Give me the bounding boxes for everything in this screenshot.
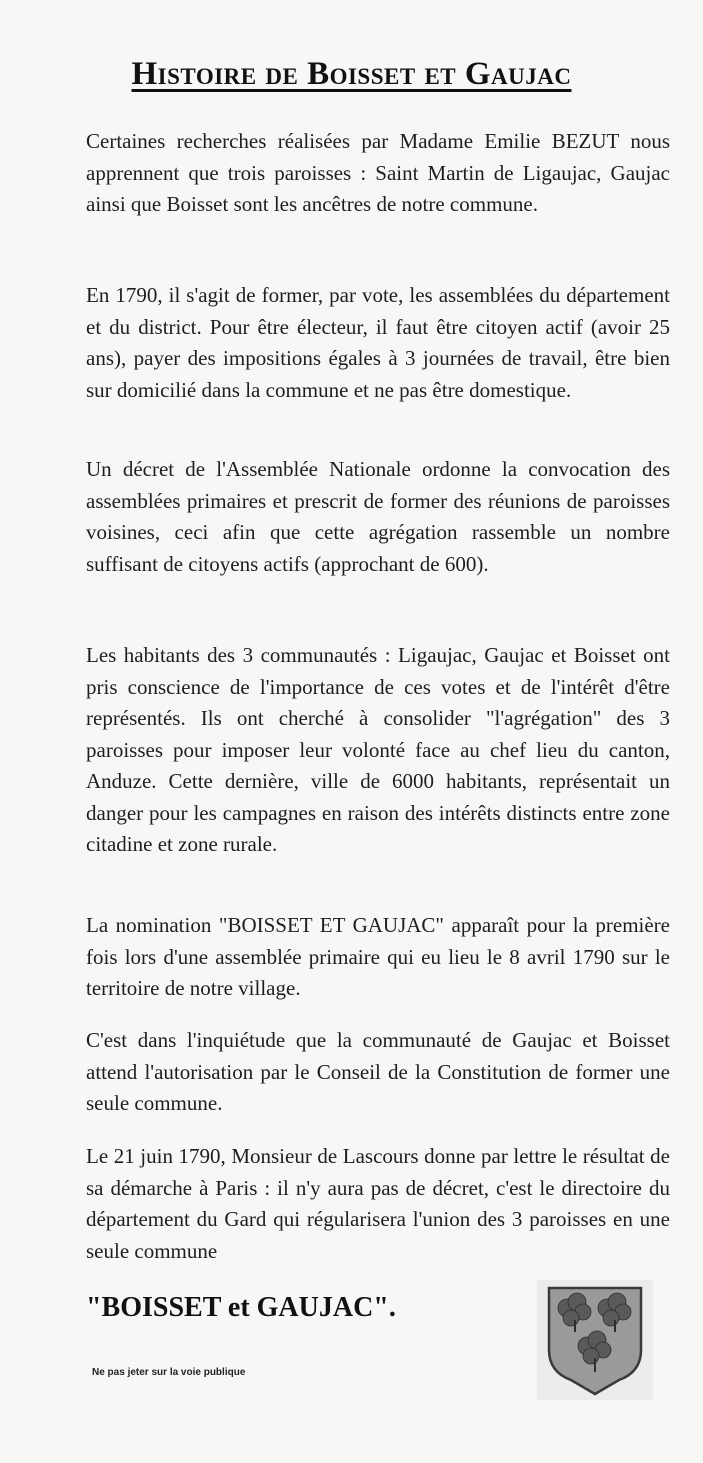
paragraph-1: Certaines recherches réalisées par Madame Emilie BEZUT nous apprennent que trois paroisses : Saint Martin de Ligaujac, Gaujac ainsi que Boisset sont les ancêtres de notre commune.	[86, 129, 670, 216]
paragraph-6: C'est dans l'inquiétude que la communauté de Gaujac et Boisset attend l'autorisation par le Conseil de la Constitution de former une seule commune.	[86, 1028, 670, 1115]
footer-note: Ne pas jeter sur la voie publique	[92, 1367, 246, 1378]
crest-frame	[537, 1280, 653, 1400]
coat-of-arms-icon	[537, 1280, 653, 1400]
page-title: Histoire de Boisset et Gaujac	[131, 56, 572, 92]
commune-name-closing: "BOISSET et GAUJAC".	[86, 1292, 396, 1323]
paragraph-2: En 1790, il s'agit de former, par vote, les assemblées du département et du district. Pour être électeur, il faut être citoyen actif (avoir 25 ans), payer des impositions égales à 3 journées de travail, être bien sur domicilié dans la commune et ne pas être domestique.	[86, 283, 670, 402]
paragraph-4: Les habitants des 3 communautés : Ligaujac, Gaujac et Boisset ont pris conscience de l'importance de ces votes et de l'intérêt d'être représentés. Ils ont cherché à consolider "l'agrégation" des 3 paroisses pour imposer leur volonté face au chef lieu du canton, Anduze. Cette dernière, ville de 6000 habitants, représentait un danger pour les campagnes en raison des intérêts distincts entre zone citadine et zone rurale.	[86, 643, 670, 856]
paragraph-3: Un décret de l'Assemblée Nationale ordonne la convocation des assemblées primaires et prescrit de former des réunions de paroisses voisines, ceci afin que cette agrégation rassemble un nombre suffisant de citoyens actifs (approchant de 600).	[86, 457, 670, 576]
paragraph-5: La nomination "BOISSET ET GAUJAC" apparaît pour la première fois lors d'une assemblée primaire qui eu lieu le 8 avril 1790 sur le territoire de notre village.	[86, 913, 670, 1000]
paragraph-7: Le 21 juin 1790, Monsieur de Lascours donne par lettre le résultat de sa démarche à Paris : il n'y aura pas de décret, c'est le directoire du département du Gard qui régularisera l'union des 3 paroisses en une seule commune	[86, 1144, 670, 1263]
